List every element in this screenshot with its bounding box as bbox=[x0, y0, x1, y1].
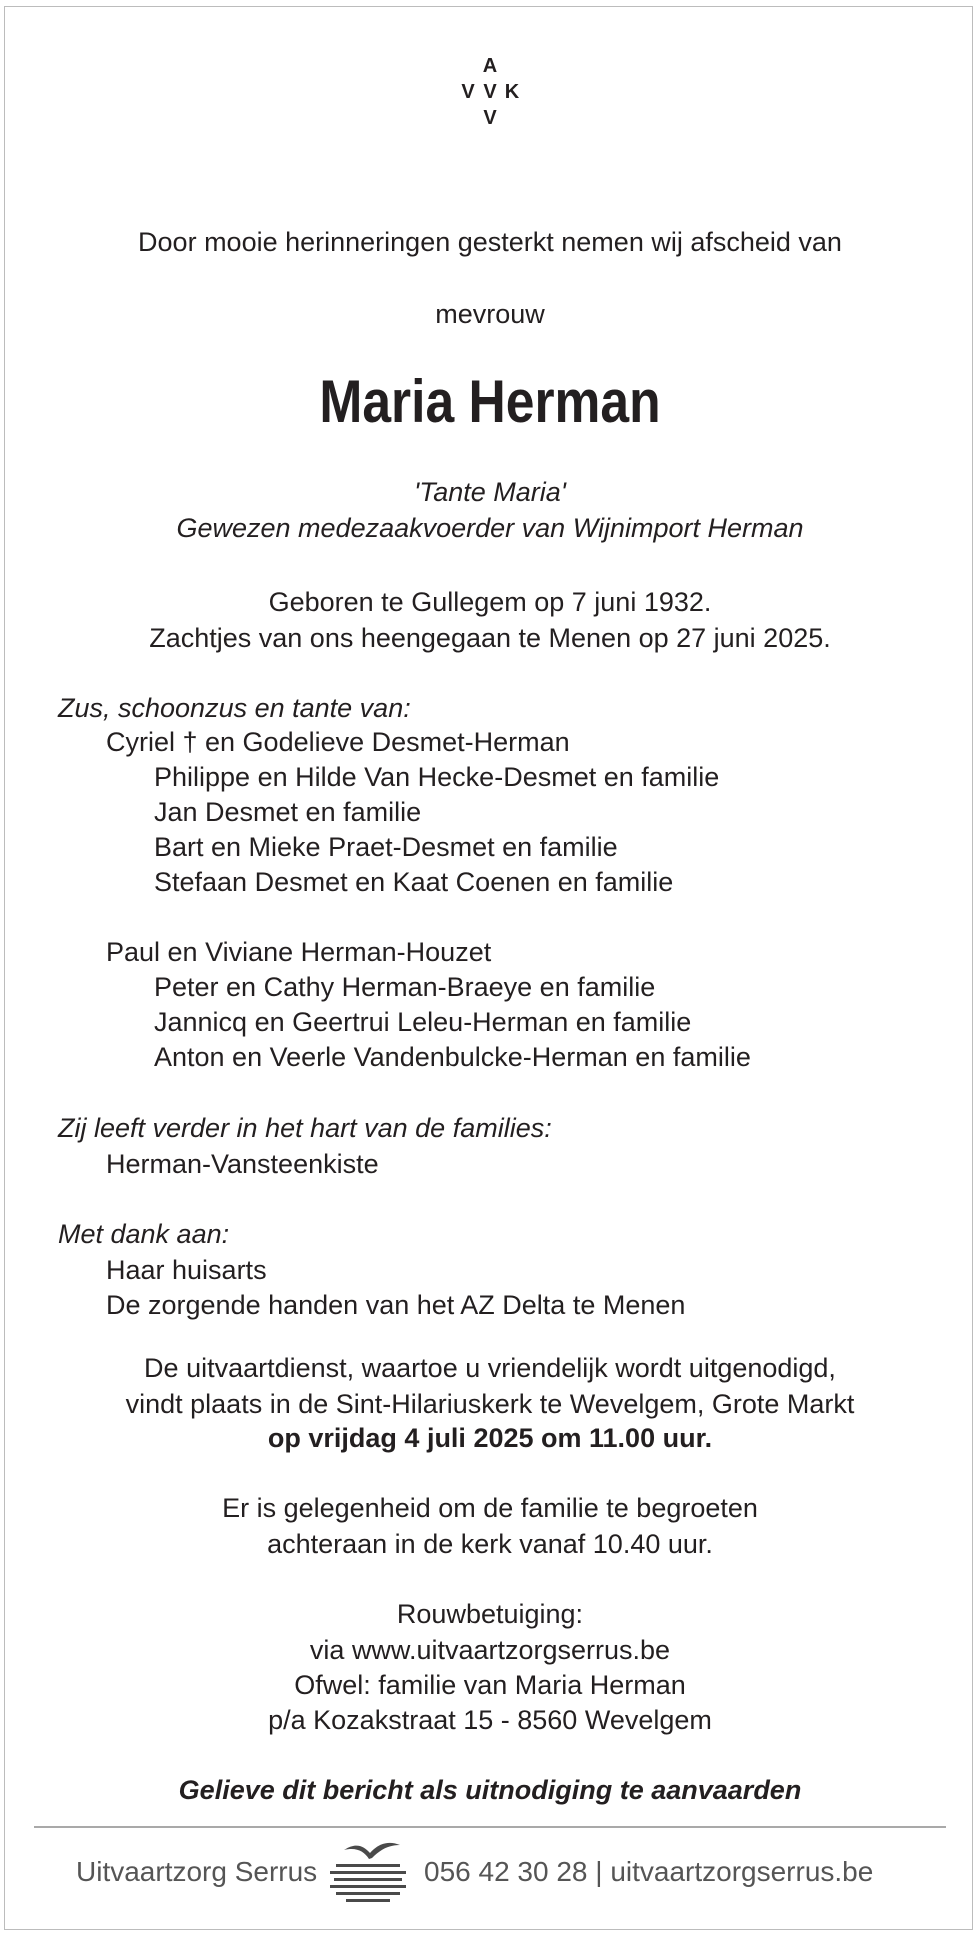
symbol-bottom-letter: V bbox=[483, 107, 497, 129]
service-line: De uitvaartdienst, waartoe u vriendelijk wordt uitgenodigd, bbox=[144, 1353, 836, 1383]
family-head: Paul en Viviane Herman-Houzet bbox=[106, 937, 492, 967]
funeral-company-name: Uitvaartzorg Serrus bbox=[76, 1856, 318, 1887]
service-line: vindt plaats in de Sint-Hilariuskerk te Wevelgem, Grote Markt bbox=[125, 1389, 855, 1419]
symbol-right-letter: K bbox=[504, 81, 520, 103]
intro-text: Door mooie herinneringen gesterkt nemen wij afscheid van bbox=[138, 227, 842, 257]
former-role: Gewezen medezaakvoerder van Wijnimport Herman bbox=[176, 513, 804, 543]
family-member: Peter en Cathy Herman-Braeye en familie bbox=[154, 972, 656, 1002]
condolences-website: via www.uitvaartzorgserrus.be bbox=[309, 1635, 671, 1665]
seagull-over-waves-icon bbox=[330, 1836, 406, 1910]
condolences-line: Ofwel: familie van Maria Herman bbox=[294, 1670, 686, 1700]
family-member: Stefaan Desmet en Kaat Coenen en familie bbox=[154, 867, 674, 897]
condolences-heading: Rouwbetuiging: bbox=[396, 1599, 584, 1629]
symbol-top-letter: A bbox=[482, 55, 498, 77]
symbol-left-letter: V bbox=[461, 81, 475, 103]
thanks-item: De zorgende handen van het AZ Delta te Menen bbox=[106, 1290, 686, 1320]
thanks-heading: Met dank aan: bbox=[58, 1219, 230, 1249]
funeral-company-contact: 056 42 30 28 | uitvaartzorgserrus.be bbox=[424, 1856, 874, 1887]
symbol-center-letter: V bbox=[483, 81, 497, 103]
deceased-name: Maria Herman bbox=[319, 368, 661, 435]
family-member: Philippe en Hilde Van Hecke-Desmet en familie bbox=[154, 762, 720, 792]
family-name: Herman-Vansteenkiste bbox=[106, 1149, 379, 1179]
family-member: Jan Desmet en familie bbox=[154, 797, 422, 827]
greeting-line: Er is gelegenheid om de familie te begroeten bbox=[222, 1493, 758, 1523]
honorific: mevrouw bbox=[435, 299, 545, 329]
greeting-line: achteraan in de kerk vanaf 10.40 uur. bbox=[267, 1529, 713, 1559]
lives-on-heading: Zij leeft verder in het hart van de families: bbox=[58, 1113, 552, 1143]
service-date: op vrijdag 4 juli 2025 om 11.00 uur. bbox=[267, 1423, 713, 1453]
family-member: Bart en Mieke Praet-Desmet en familie bbox=[154, 832, 618, 862]
invitation-note: Gelieve dit bericht als uitnodiging te aanvaarden bbox=[178, 1775, 802, 1805]
relatives-heading: Zus, schoonzus en tante van: bbox=[58, 693, 411, 723]
family-member: Jannicq en Geertrui Leleu-Herman en familie bbox=[154, 1007, 692, 1037]
thanks-item: Haar huisarts bbox=[106, 1255, 267, 1285]
family-member: Anton en Veerle Vandenbulcke-Herman en familie bbox=[154, 1042, 751, 1072]
avvk-cross-symbol bbox=[450, 54, 530, 138]
nickname: 'Tante Maria' bbox=[414, 477, 566, 507]
condolences-address: p/a Kozakstraat 15 - 8560 Wevelgem bbox=[268, 1705, 712, 1735]
footer-divider bbox=[34, 1826, 946, 1828]
death-info: Zachtjes van ons heengegaan te Menen op 27 juni 2025. bbox=[149, 623, 831, 653]
birth-info: Geboren te Gullegem op 7 juni 1932. bbox=[268, 587, 712, 617]
family-head: Cyriel † en Godelieve Desmet-Herman bbox=[106, 727, 570, 757]
